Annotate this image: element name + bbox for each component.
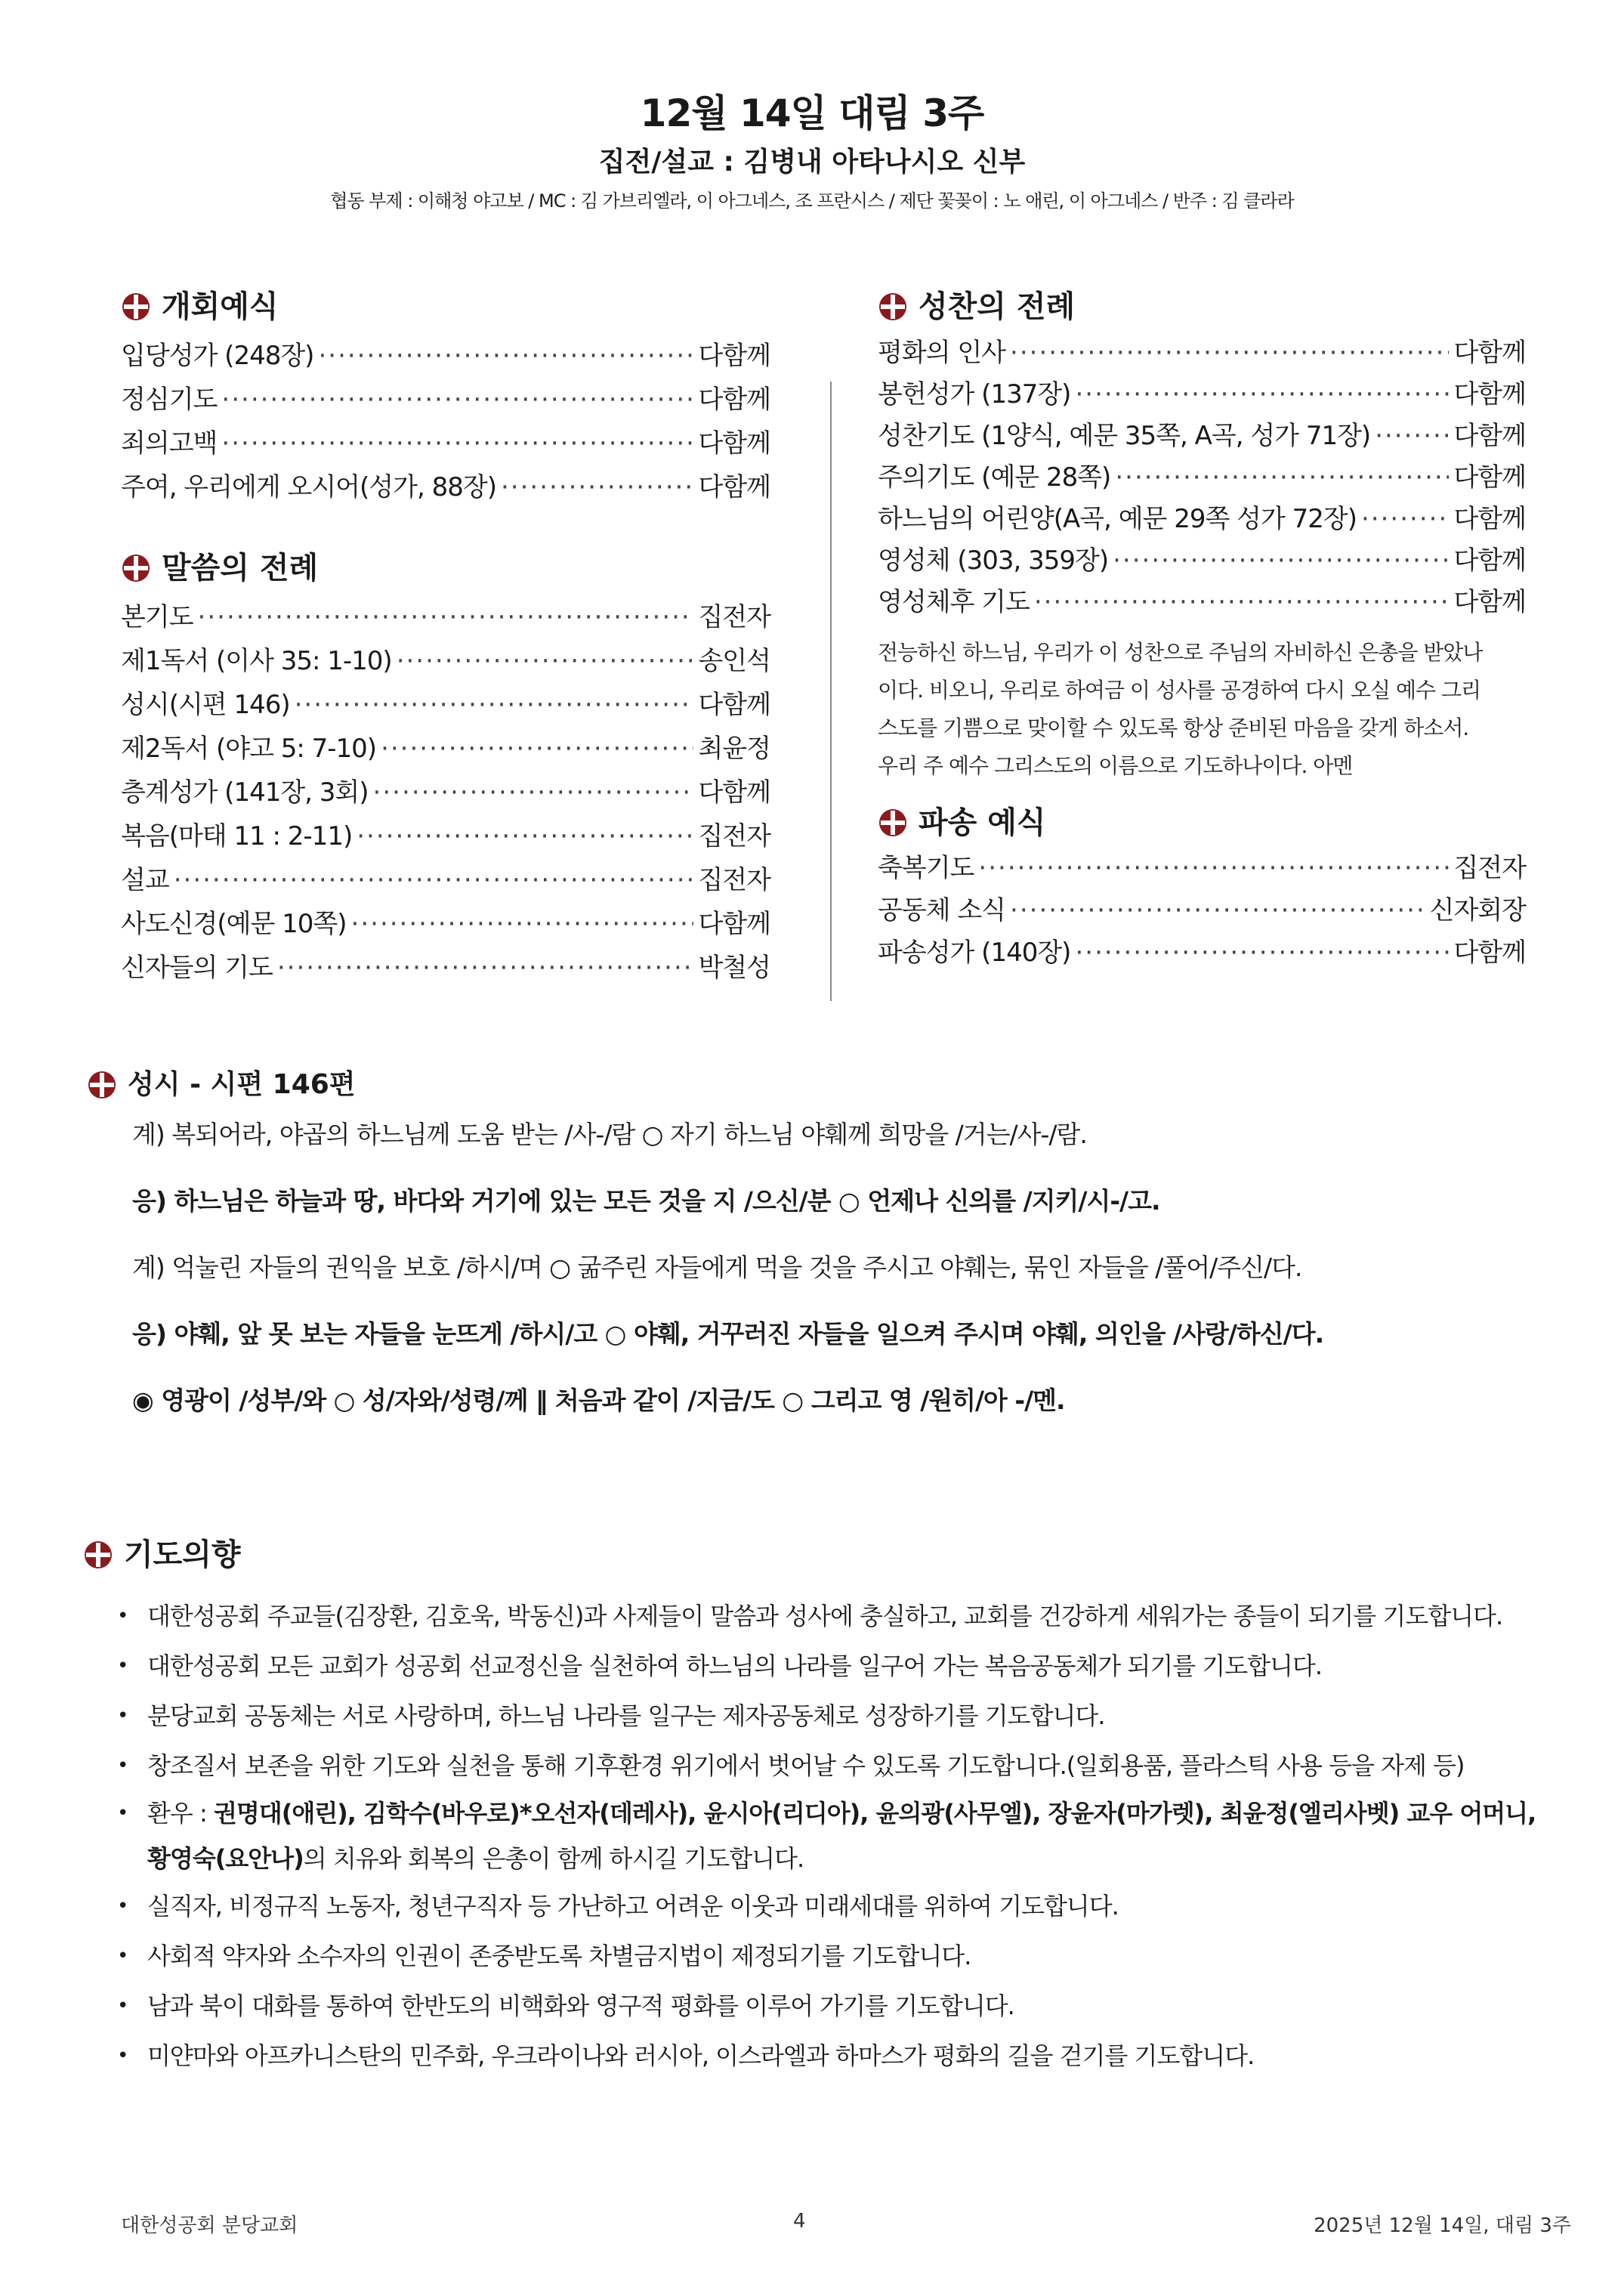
psalm-line: 응) 하느님은 하늘과 땅, 바다와 거기에 있는 모든 것을 지 /으신/분 ○ 언제나 신의를 /지키/시-/고. [132,1186,1160,1216]
cross-icon [878,808,908,838]
psalm-lines [87,1115,1545,1420]
page-header [0,89,1624,213]
order-item: 봉헌성가 (137장) ····· 다함께 [878,374,1526,416]
order-item: 하느님의 어린양(A곡, 예문 29쪽 성가 72장) ····· 다함께 [878,499,1526,540]
order-item: 성시(시편 146) ····· 다함께 [121,683,770,727]
credits-line: 협동 부제 : 이해청 야고보 / MC : 김 가브리엘라, 이 아그네스, 조 프란시스 / 제단 꽃꽂이 : 노 애린, 이 아그네스 / 반주 : 김 클라라 [330,190,1294,212]
section-title: 파송 예식 [919,805,1046,840]
page-number: 4 [793,2210,806,2233]
order-item: 제2독서 (야고 5: 7-10) ····· 최윤정 [121,727,770,771]
list-item-sick: • 환우 : 권명대(애린), 김학수(바우로)*오선자(데레사), 윤시아(리디아), 윤의광(사무엘), 장윤자(마가렛), 최윤정(엘리사벳) 교우 어머니, 황영숙(요안나)의 치유와 회복의 은총이 함께 하시길 기도합니다. [117,1791,1556,1881]
psalm-line: 응) 야훼, 앞 못 보는 자들을 눈뜨게 /하시/고 ○ 야훼, 거꾸러진 자들을 일으켜 주시며 야훼, 의인을 /사랑/하신/다. [132,1319,1324,1349]
section-opening [121,286,770,328]
footer-church: 대한성공회 분당교회 [121,2214,298,2237]
order-item: 신자들의 기도 ····· 박철성 [121,946,770,990]
section-dismissal [878,802,1526,844]
section-title: 성찬의 전례 [919,289,1076,324]
psalm-section [87,1064,1545,1420]
intentions-list [83,1591,1556,2081]
page-title: 12월 14일 대림 3주 [640,91,984,135]
order-item: 입당성가 (248장) ····· 다함께 [121,334,770,378]
list-item: • 사회적 약자와 소수자의 인권이 존중받도록 차별금지법이 제정되기를 기도합니다. [117,1931,1556,1981]
order-list-opening [121,334,770,509]
post-communion-prayer: 전능하신 하느님, 우리가 이 성찬으로 주님의 자비하신 은총을 받았나 이다. 비오니, 우리로 하여금 이 성사를 공경하여 다시 오실 예수 그리 스도를 기쁨으로 맞이할 수 있도록 항상 준비된 마음을 갖게 하소서. 우리 주 예수 그리스도의 이름으로 기도하나이다. 아멘 [878,640,1483,778]
column-divider [830,382,832,1001]
intentions-section [83,1534,1556,2081]
order-item: 주여, 우리에게 오시어(성가, 88장) ····· 다함께 [121,465,770,509]
order-list-dismissal [878,847,1526,974]
order-item: 사도신경(예문 10쪽) ····· 다함께 [121,902,770,946]
list-item: • 남과 북이 대화를 통하여 한반도의 비핵화와 영구적 평화를 이루어 가기를 기도합니다. [117,1981,1556,2031]
cross-icon [83,1540,113,1570]
order-item: 층계성가 (141장, 3회) ····· 다함께 [121,771,770,814]
order-item: 복음(마태 11 : 2-11) ····· 집전자 [121,814,770,858]
list-item: • 창조질서 보존을 위한 기도와 실천을 통해 기후환경 위기에서 벗어날 수 있도록 기도합니다.(일회용품, 플라스틱 사용 등을 자제 등) [117,1741,1556,1791]
order-item: 본기도 ····· 집전자 [121,595,770,639]
order-item: 영성체후 기도 ····· 다함께 [878,582,1526,623]
order-item: 정심기도 ····· 다함께 [121,378,770,422]
cross-icon [87,1070,117,1100]
cross-icon [121,292,151,322]
order-item: 죄의고백 ····· 다함께 [121,422,770,465]
order-list-eucharist [878,332,1526,623]
order-item: 공동체 소식 ····· 신자회장 [878,889,1526,932]
order-item: 파송성가 (140장) ····· 다함께 [878,932,1526,974]
list-item: • 대한성공회 주교들(김장환, 김호욱, 박동신)과 사제들이 말씀과 성사에 충실하고, 교회를 건강하게 세워가는 종들이 되기를 기도합니다. [117,1591,1556,1641]
section-psalm [87,1064,1545,1106]
section-eucharist [878,286,1526,328]
section-intentions [83,1534,1556,1576]
section-title: 기도의향 [124,1537,241,1572]
order-list-word [121,595,770,990]
psalm-line: 계) 억눌린 자들의 권익을 보호 /하시/며 ○ 굶주린 자들에게 먹을 것을 주시고 야훼는, 묶인 자들을 /풀어/주신/다. [132,1253,1302,1282]
section-title: 개회예식 [162,289,279,324]
section-word [121,547,770,589]
order-item: 평화의 인사 ····· 다함께 [878,332,1526,374]
order-item: 영성체 (303, 359장) ····· 다함께 [878,540,1526,582]
order-item: 축복기도 ····· 집전자 [878,847,1526,889]
left-column [121,286,770,990]
cross-icon [878,292,908,322]
right-column [878,286,1526,974]
psalm-line: ◉ 영광이 /성부/와 ○ 성/자와/성령/께 ‖ 처음과 같이 /지금/도 ○ 그리고 영 /원히/아 -/멘. [132,1386,1065,1415]
order-item: 주의기도 (예문 28쪽) ····· 다함께 [878,457,1526,499]
list-item: • 대한성공회 모든 교회가 성공회 선교정신을 실천하여 하느님의 나라를 일구어 가는 복음공동체가 되기를 기도합니다. [117,1641,1556,1691]
order-item: 제1독서 (이사 35: 1-10) ····· 송인석 [121,639,770,683]
cross-icon [121,553,151,583]
list-item: • 미얀마와 아프카니스탄의 민주화, 우크라이나와 러시아, 이스라엘과 하마스가 평화의 길을 걷기를 기도합니다. [117,2031,1556,2081]
order-item: 설교 ····· 집전자 [121,858,770,902]
psalm-line: 계) 복되어라, 야곱의 하느님께 도움 받는 /사-/람 ○ 자기 하느님 야훼께 희망을 /거는/사-/람. [132,1120,1087,1149]
footer-date: 2025년 12월 14일, 대림 3주 [1314,2214,1571,2237]
section-title: 말씀의 전례 [162,551,319,586]
section-title: 성시 - 시편 146편 [128,1069,356,1100]
list-item: • 실직자, 비정규직 노동자, 청년구직자 등 가난하고 어려운 이웃과 미래세대를 위하여 기도합니다. [117,1881,1556,1931]
order-item: 성찬기도 (1양식, 예문 35쪽, A곡, 성가 71장) ····· 다함께 [878,416,1526,457]
page-subtitle: 집전/설교 : 김병내 아타나시오 신부 [598,147,1026,178]
list-item: • 분당교회 공동체는 서로 사랑하며, 하느님 나라를 일구는 제자공동체로 성장하기를 기도합니다. [117,1691,1556,1741]
